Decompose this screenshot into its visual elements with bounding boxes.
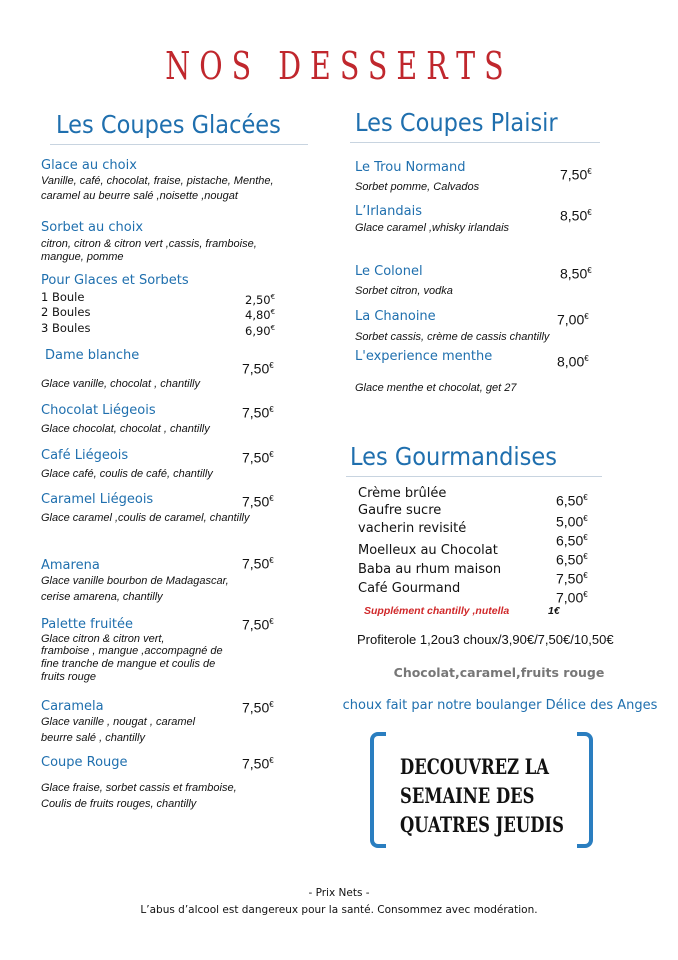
text: 6,50 (556, 551, 584, 568)
item-desc: Glace citron & citron vert, (41, 633, 165, 645)
bracket-left (370, 732, 386, 848)
boule-price (245, 305, 275, 322)
currency-symbol: € (584, 354, 589, 363)
item-desc: Sorbet citron, vodka (355, 285, 453, 297)
section-heading-coupes-glacees: Les Coupes Glacées (56, 110, 281, 139)
currency-symbol: € (583, 571, 588, 580)
item-name: Café Liégeois (41, 448, 129, 463)
supplement-price: 1€ (548, 605, 560, 617)
supplement-note: Supplément chantilly ,nutella (364, 605, 510, 617)
text: 7,50 (242, 360, 270, 377)
currency-symbol: € (583, 533, 588, 542)
gourmandise-name: Café Gourmand (358, 581, 461, 596)
item-name: Caramela (41, 699, 104, 714)
item-desc: Glace vanille , nougat , caramel (41, 716, 196, 728)
currency-symbol: € (269, 361, 274, 370)
text: 8,50 (560, 207, 588, 224)
currency-symbol: € (587, 266, 592, 275)
item-price (242, 753, 274, 772)
currency-symbol: € (270, 324, 276, 332)
gourmandise-name: Baba au rhum maison (358, 562, 502, 577)
boule-price (245, 321, 275, 338)
footer-alcohol-warning: L’abus d’alcool est dangereux pour la santé. Consommez avec modération. (140, 904, 538, 916)
item-desc: Sorbet pomme, Calvados (355, 181, 480, 193)
gourmandise-price (556, 587, 588, 606)
promo-line: SEMAINE DES (400, 783, 535, 808)
gourmandise-name: Crème brûlée (358, 486, 447, 501)
item-name: L'experience menthe (355, 349, 493, 364)
item-name: Sorbet au choix (41, 220, 144, 235)
footer-prix-nets: - Prix Nets - (308, 887, 370, 899)
currency-symbol: € (583, 552, 588, 561)
item-desc: Glace chocolat, chocolat , chantilly (41, 423, 210, 435)
item-name: Amarena (41, 558, 100, 573)
currency-symbol: € (269, 450, 274, 459)
boule-label: 3 Boules (41, 321, 91, 335)
item-name: L’Irlandais (355, 204, 422, 219)
item-price (242, 553, 274, 572)
item-desc: mangue, pomme (41, 251, 124, 263)
item-name: Caramel Liégeois (41, 492, 154, 507)
item-price (557, 309, 589, 328)
currency-symbol: € (269, 756, 274, 765)
item-price (242, 358, 274, 377)
item-desc: fine tranche de mangue et coulis de (41, 658, 216, 670)
text: 7,50 (556, 570, 584, 587)
promo-banner (400, 752, 564, 839)
divider (350, 142, 600, 143)
divider (346, 476, 602, 477)
divider (50, 144, 308, 145)
promo-line: QUATRES JEUDIS (400, 812, 564, 837)
text: 7,00 (557, 311, 585, 328)
gourmandise-price (556, 549, 588, 568)
item-desc: Glace caramel ,whisky irlandais (355, 222, 510, 234)
item-desc: Glace caramel ,coulis de caramel, chantilly (41, 512, 250, 524)
currency-symbol: € (583, 514, 588, 523)
item-name: Coupe Rouge (41, 755, 128, 770)
item-price (560, 263, 592, 282)
item-price (242, 402, 274, 421)
currency-symbol: € (269, 556, 274, 565)
text: 7,50 (242, 616, 270, 633)
section-heading-coupes-plaisir: Les Coupes Plaisir (355, 108, 558, 137)
item-name: Le Trou Normand (355, 160, 466, 175)
item-name: La Chanoine (355, 309, 436, 324)
section-heading-gourmandises: Les Gourmandises (350, 442, 557, 471)
text: 6,50 (556, 492, 584, 509)
currency-symbol: € (587, 167, 592, 176)
currency-symbol: € (584, 312, 589, 321)
boule-label: 2 Boules (41, 305, 91, 319)
promo-line: DECOUVREZ LA (400, 754, 549, 779)
text: 6,90 (245, 323, 271, 338)
gourmandise-name: vacherin revisité (358, 521, 467, 536)
currency-symbol: € (269, 494, 274, 503)
boule-label: 1 Boule (41, 290, 85, 304)
gourmandise-price (556, 530, 588, 549)
bracket-right (577, 732, 593, 848)
item-desc: fruits rouge (41, 671, 97, 683)
item-name: Le Colonel (355, 264, 423, 279)
text: 2,50 (245, 292, 271, 307)
item-desc: Glace fraise, sorbet cassis et framboise, (41, 782, 237, 794)
text: 7,50 (242, 699, 270, 716)
item-price (560, 164, 592, 183)
item-price (242, 491, 274, 510)
item-desc: Vanille, café, chocolat, fraise, pistache, Menthe, (41, 175, 274, 187)
gourmandise-price (556, 511, 588, 530)
currency-symbol: € (583, 590, 588, 599)
item-desc: framboise , mangue ,accompagné de (41, 645, 223, 657)
gourmandise-price (556, 490, 588, 509)
currency-symbol: € (269, 700, 274, 709)
gourmandise-price (556, 568, 588, 587)
text: 6,50 (556, 532, 584, 549)
item-price (242, 614, 274, 633)
item-price (560, 205, 592, 224)
sauces-line: Chocolat,caramel,fruits rouge (393, 665, 605, 680)
currency-symbol: € (583, 493, 588, 502)
text: 7,50 (242, 449, 270, 466)
text: 8,00 (557, 353, 585, 370)
text: 8,50 (560, 265, 588, 282)
currency-symbol: € (587, 208, 592, 217)
item-desc: beurre salé , chantilly (41, 732, 145, 744)
item-desc: Glace vanille, chocolat , chantilly (41, 378, 200, 390)
text: 7,50 (242, 493, 270, 510)
currency-symbol: € (269, 405, 274, 414)
item-name: Palette fruitée (41, 617, 134, 632)
currency-symbol: € (270, 293, 276, 301)
text: 7,50 (242, 555, 270, 572)
item-name: Dame blanche (45, 348, 140, 363)
item-desc: Glace café, coulis de café, chantilly (41, 468, 213, 480)
item-desc: citron, citron & citron vert ,cassis, framboise, (41, 238, 257, 250)
text: 7,50 (242, 404, 270, 421)
text: 4,80 (245, 307, 271, 322)
item-price (242, 447, 274, 466)
item-desc: Glace vanille bourbon de Madagascar, (41, 575, 229, 587)
item-desc: Glace menthe et chocolat, get 27 (355, 382, 517, 394)
text: 7,50 (560, 166, 588, 183)
text: 7,00 (556, 589, 584, 606)
currency-symbol: € (270, 308, 276, 316)
item-desc: Coulis de fruits rouges, chantilly (41, 798, 197, 810)
currency-symbol: € (269, 617, 274, 626)
item-price (557, 351, 589, 370)
choux-note: choux fait par notre boulanger Délice des Anges (342, 698, 658, 713)
item-name: Pour Glaces et Sorbets (41, 273, 189, 288)
gourmandise-name: Moelleux au Chocolat (358, 543, 498, 558)
item-name: Chocolat Liégeois (41, 403, 156, 418)
text: 5,00 (556, 513, 584, 530)
item-desc: cerise amarena, chantilly (41, 591, 163, 603)
gourmandise-name: Gaufre sucre (358, 503, 442, 518)
item-desc: caramel au beurre salé ,noisette ,nougat (41, 190, 238, 202)
profiterole-line: Profiterole 1,2ou3 choux/3,90€/7,50€/10,50€ (357, 632, 614, 647)
page-title: NOS DESSERTS (165, 44, 513, 88)
text: 7,50 (242, 755, 270, 772)
item-desc: Sorbet cassis, crème de cassis chantilly (355, 331, 550, 343)
item-price (242, 697, 274, 716)
item-name: Glace au choix (41, 158, 137, 173)
